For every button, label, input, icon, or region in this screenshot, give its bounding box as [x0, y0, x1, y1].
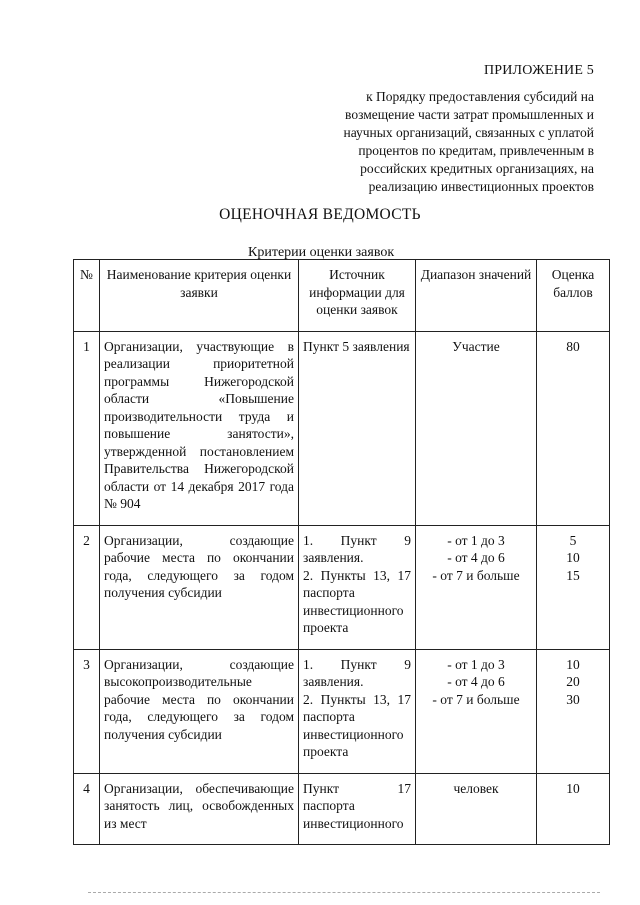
score-line: 30 [566, 691, 580, 707]
header-score: Оценка баллов [537, 260, 610, 332]
row-score [537, 525, 610, 649]
header-source: Источник информации для оценки заявок [299, 260, 416, 332]
range-line: - от 4 до 6 [447, 674, 505, 689]
range-line: Участие [452, 338, 500, 354]
row-range [416, 525, 537, 649]
range-line: - от 7 и больше [432, 567, 520, 583]
row-range [416, 773, 537, 845]
table-caption: Критерии оценки заявок [248, 245, 395, 260]
source-line: Пункт 17 паспорта инвестиционного [303, 780, 411, 831]
score-line: 15 [566, 567, 580, 583]
row-source [299, 525, 416, 649]
range-line: - от 7 и больше [432, 691, 520, 707]
row-num: 1 [74, 331, 100, 525]
row-num: 2 [74, 525, 100, 649]
appendix-line: процентов по кредитам, привлеченным в [358, 143, 594, 158]
source-line: 2. Пункты 13, 17 паспорта инвестиционного проекта [303, 691, 411, 759]
header-range: Диапазон значений [416, 260, 537, 332]
row-score [537, 331, 610, 525]
appendix-line: к Порядку предоставления субсидий на [366, 89, 594, 104]
row-range [416, 649, 537, 773]
header-num: № [74, 260, 100, 332]
row-source [299, 773, 416, 845]
range-line: - от 1 до 3 [447, 532, 505, 548]
appendix-reference [274, 88, 594, 196]
score-line: 10 [566, 780, 580, 796]
appendix-line: возмещение части затрат промышленных и [345, 107, 594, 122]
document-title: ОЦЕНОЧНАЯ ВЕДОМОСТЬ [219, 206, 421, 223]
appendix-line: российских кредитных организациях, на [360, 161, 594, 176]
score-line: 20 [566, 674, 580, 689]
source-line: 2. Пункты 13, 17 паспорта инвестиционного проекта [303, 567, 411, 635]
range-line: - от 1 до 3 [447, 656, 505, 672]
row-criterion: Организации, участвующие в реализации приоритетной программы Нижегородской области «Повышение производительности труда и повышение занятости», утвержденной постановлением Правительства Нижегородской области от 14 декабря 2017 года № 904 [100, 331, 299, 525]
row-source [299, 649, 416, 773]
header-criterion: Наименование критерия оценки заявки [100, 260, 299, 332]
table-row [74, 525, 610, 649]
page-bottom-divider [88, 892, 600, 893]
row-criterion: Организации, создающие рабочие места по окончании года, следующего за годом получения субсидии [100, 525, 299, 649]
appendix-line: реализацию инвестиционных проектов [368, 179, 594, 194]
table-header-row [74, 260, 610, 332]
score-line: 80 [566, 338, 580, 354]
row-source [299, 331, 416, 525]
appendix-title: ПРИЛОЖЕНИЕ 5 [483, 63, 594, 78]
row-range [416, 331, 537, 525]
row-criterion: Организации, создающие высокопроизводительные рабочие места по окончании года, следующего за годом получения субсидии [100, 649, 299, 773]
range-line: - от 4 до 6 [447, 550, 505, 565]
source-line: Пункт 5 заявления [303, 338, 410, 354]
row-score [537, 773, 610, 845]
table-row [74, 773, 610, 845]
score-line: 10 [566, 550, 580, 565]
appendix-line: научных организаций, связанных с уплатой [343, 125, 594, 140]
range-line: человек [453, 780, 499, 796]
score-line: 10 [566, 656, 580, 672]
row-num: 4 [74, 773, 100, 845]
criteria-table [73, 259, 610, 845]
source-line: 1. Пункт 9 заявления. [303, 656, 411, 689]
score-line: 5 [569, 532, 577, 548]
table-row [74, 649, 610, 773]
table-row [74, 331, 610, 525]
source-line: 1. Пункт 9 заявления. [303, 532, 411, 565]
row-criterion: Организации, обеспечивающие занятость лиц, освобожденных из мест [100, 773, 299, 845]
row-score [537, 649, 610, 773]
row-num: 3 [74, 649, 100, 773]
